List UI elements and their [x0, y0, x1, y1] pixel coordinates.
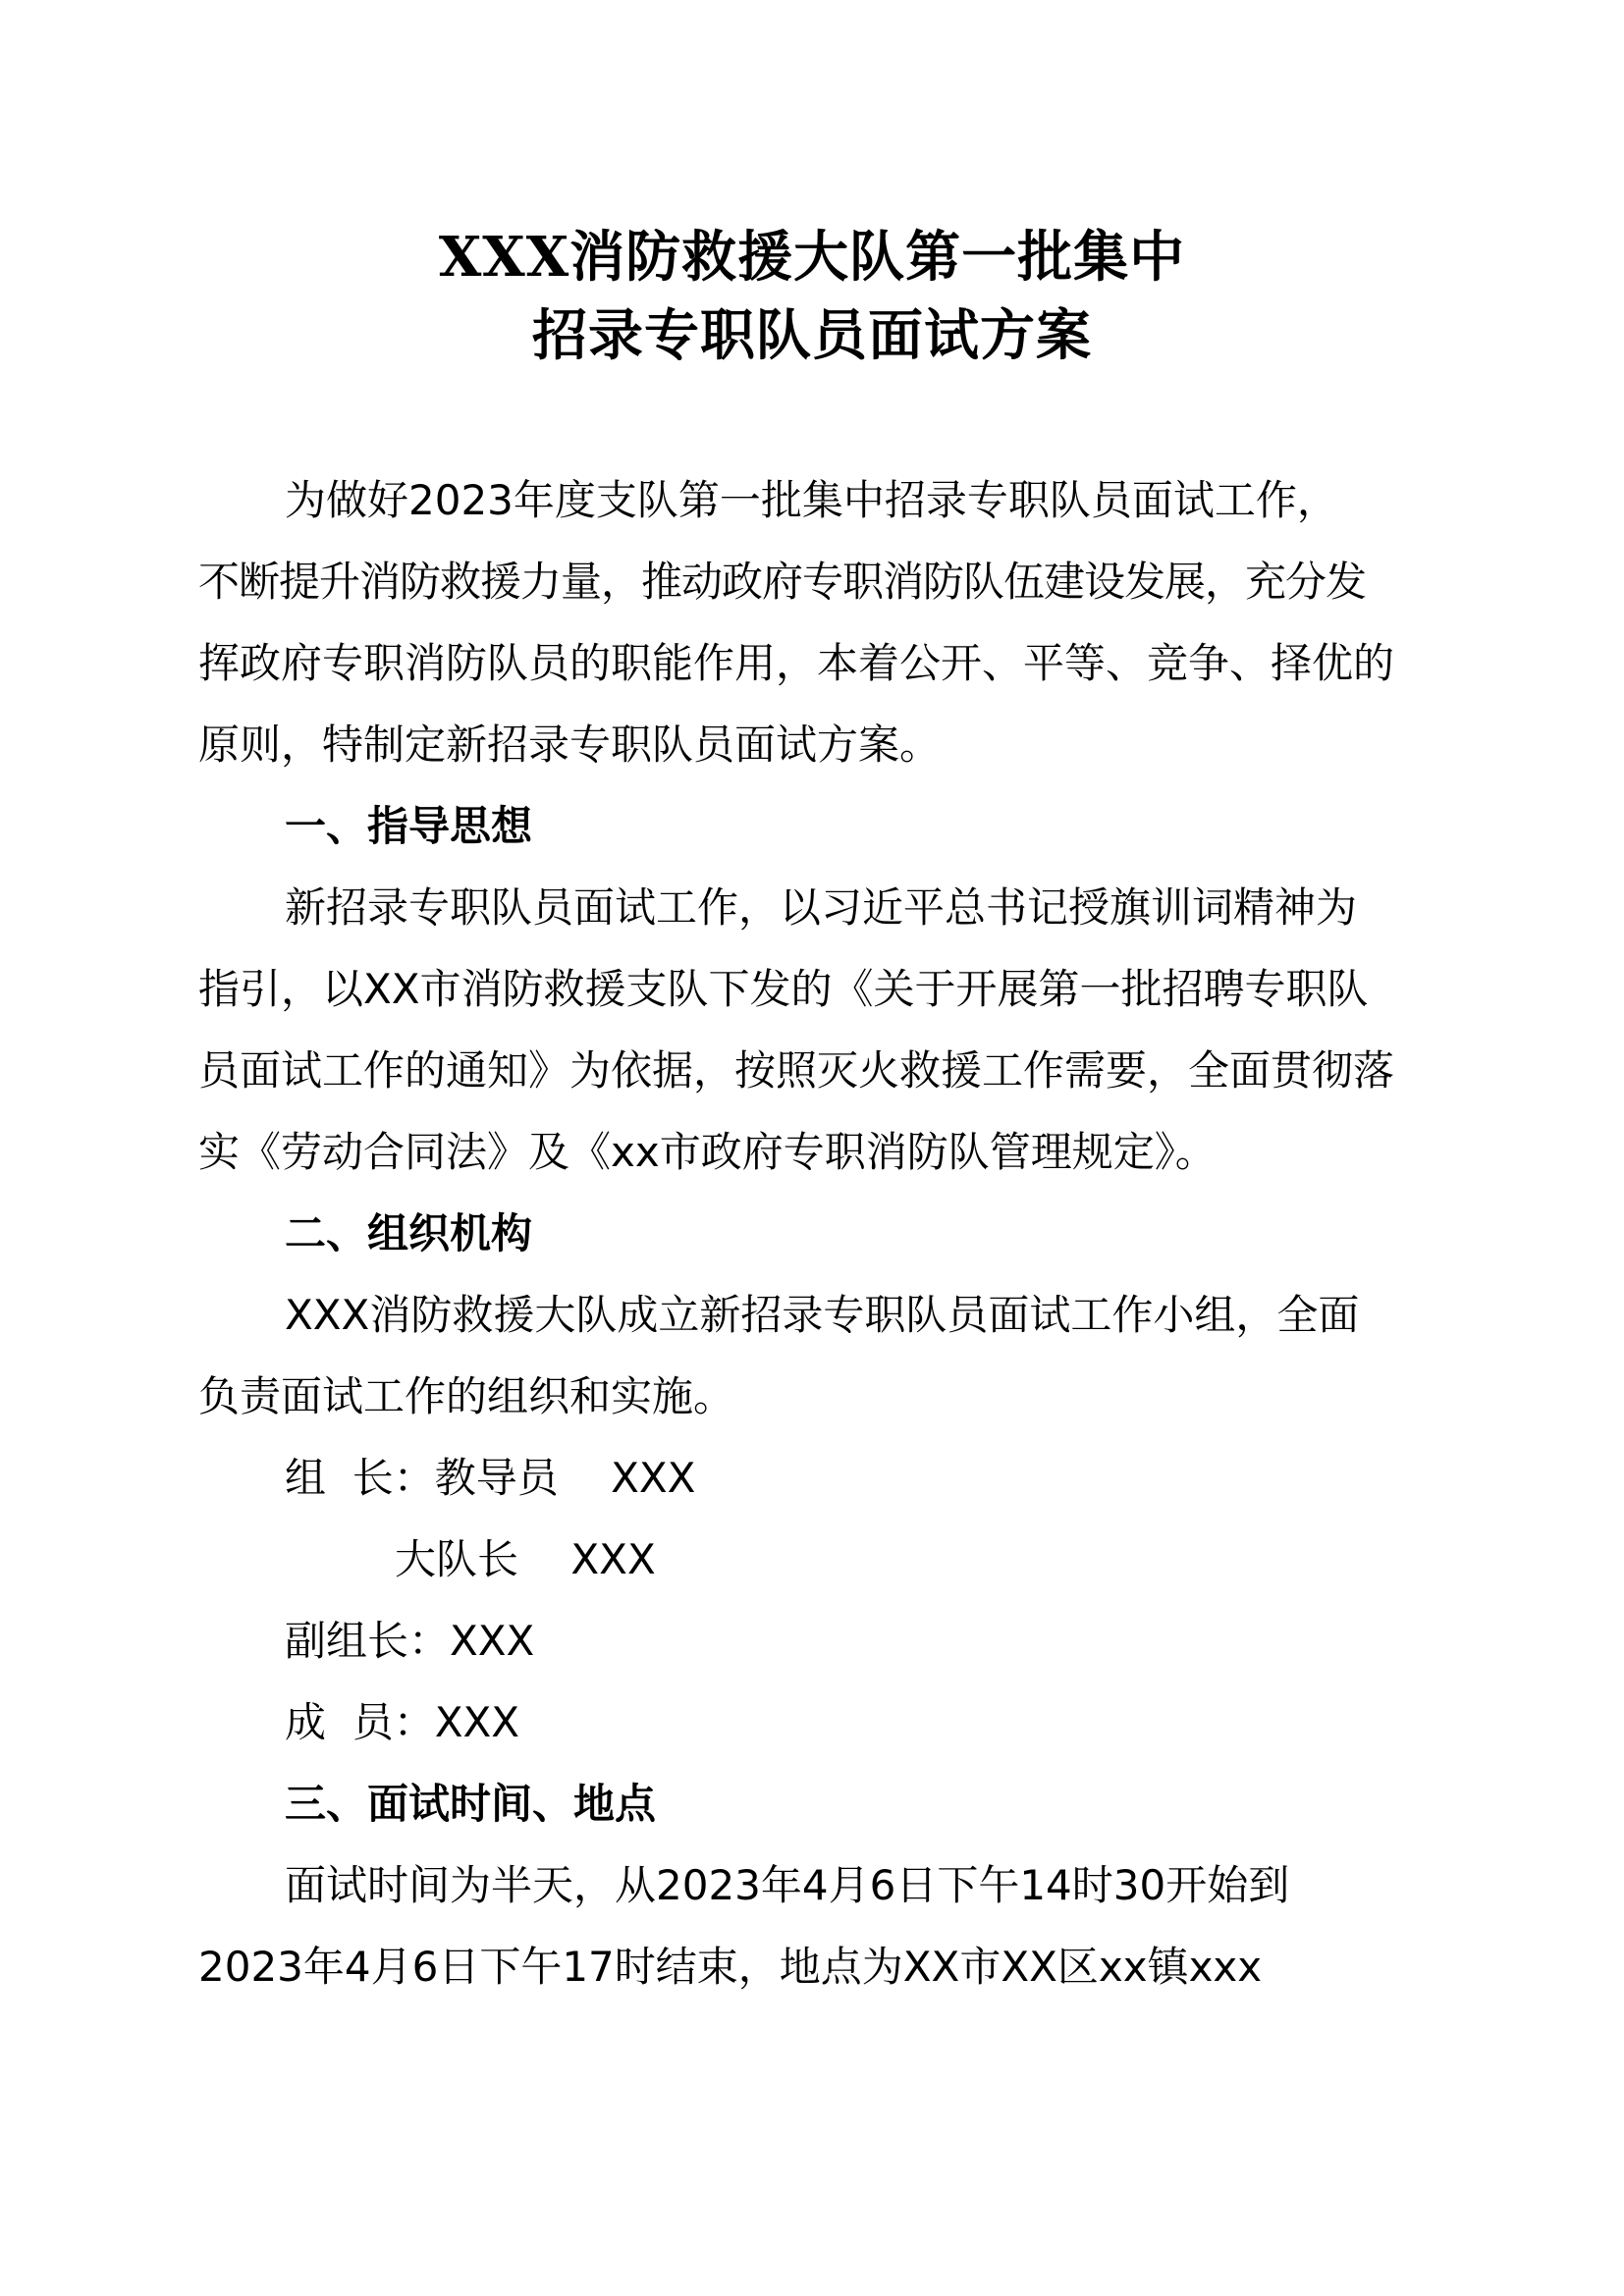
time-place-paragraph-line: 面试时间为半天，从2023年4月6日下午14时30开始到 [285, 1861, 1290, 1909]
intro-paragraph-line: 不断提升消防救援力量，推动政府专职消防队伍建设发展，充分发 [198, 558, 1367, 606]
organization-paragraph-line: 负责面试工作的组织和实施。 [198, 1372, 735, 1420]
deputy-leader-line: 副组长：XXX [285, 1617, 535, 1665]
organization-paragraph-line: XXX消防救援大队成立新招录专职队员面试工作小组，全面 [285, 1291, 1360, 1339]
guiding-paragraph-line: 新招录专职队员面试工作，以习近平总书记授旗训词精神为 [285, 883, 1358, 932]
intro-paragraph-line: 为做好2023年度支队第一批集中招录专职队员面试工作， [285, 476, 1338, 524]
intro-paragraph-line: 原则，特制定新招录专职队员面试方案。 [198, 721, 942, 769]
time-place-paragraph-line: 2023年4月6日下午17时结束，地点为XX市XX区xx镇xxx [198, 1943, 1263, 1991]
members-line: 成 员：XXX [285, 1698, 520, 1746]
guiding-paragraph-line: 实《劳动合同法》及《xx市政府专职消防队管理规定》。 [198, 1128, 1217, 1176]
intro-paragraph-line: 挥政府专职消防队员的职能作用，本着公开、平等、竞争、择优的 [198, 639, 1395, 687]
section-heading: 一、指导思想 [285, 802, 533, 850]
document-title-line-2: 招录专职队员面试方案 [532, 303, 1092, 368]
section-heading: 二、组织机构 [285, 1209, 533, 1257]
guiding-paragraph-line: 指引，以XX市消防救援支队下发的《关于开展第一批招聘专职队 [198, 965, 1369, 1013]
team-leader-line: 组 长：教导员 XXX [285, 1454, 696, 1502]
section-heading: 三、面试时间、地点 [285, 1780, 657, 1828]
team-leader-line-2: 大队长 XXX [395, 1535, 656, 1583]
document-title-line-1: XXX消防救援大队第一批集中 [438, 225, 1186, 290]
guiding-paragraph-line: 员面试工作的通知》为依据，按照灭火救援工作需要，全面贯彻落 [198, 1046, 1395, 1095]
